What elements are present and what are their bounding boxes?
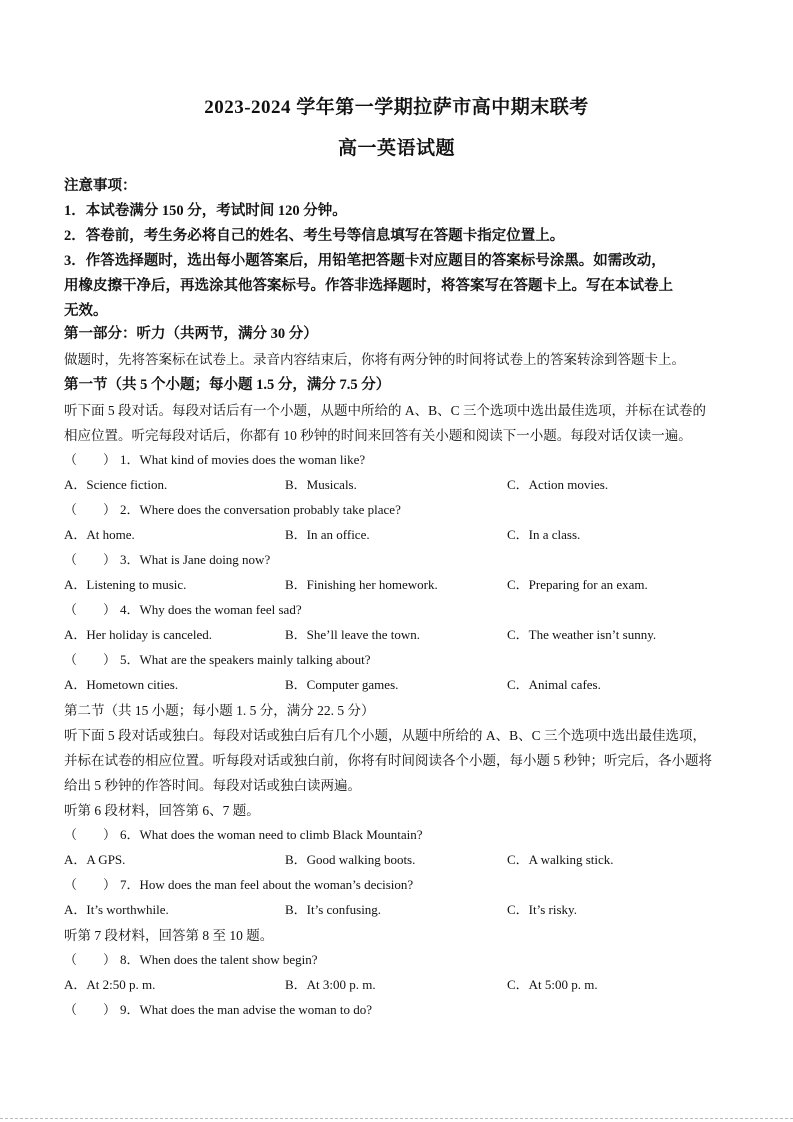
section1-intro-2: 相应位置。听完每段对话后，你都有 10 秒钟的时间来回答有关小题和阅读下一小题。每段对话仅读一遍。 <box>64 428 692 443</box>
question-7: （ ） 7．How does the man feel about the woman’s decision? <box>64 874 744 893</box>
answer-blank[interactable]: （ ） <box>64 952 117 967</box>
question-5: （ ） 5．What are the speakers mainly talking about? <box>64 649 744 668</box>
option-1c: C．Action movies. <box>507 477 609 492</box>
question-8: （ ） 8．When does the talent show begin? <box>64 949 744 968</box>
part1-intro: 做题时，先将答案标在试卷上。录音内容结束后，你将有两分钟的时间将试卷上的答案转涂到答题卡上。 <box>64 352 685 367</box>
option-4b: B．She’ll leave the town. <box>285 627 421 642</box>
option-4a: A．Her holiday is canceled. <box>64 627 213 642</box>
question-2: （ ） 2．Where does the conversation probably take place? <box>64 499 744 518</box>
answer-blank[interactable]: （ ） <box>64 502 117 517</box>
option-2a: A．At home. <box>64 527 135 542</box>
section2-intro-1: 听下面 5 段对话或独白。每段对话或独白后有几个小题，从题中所给的 A、B、C 三个选项中选出最佳选项， <box>64 728 707 743</box>
option-1a: A．Science fiction. <box>64 477 168 492</box>
notice-line-5: 无效。 <box>64 303 108 319</box>
option-8a: A．At 2:50 p. m. <box>64 977 156 992</box>
option-6c: C．A walking stick. <box>507 852 614 867</box>
answer-blank[interactable]: （ ） <box>64 1002 117 1017</box>
section2-heading: 第二节（共 15 小题；每小题 1. 5 分，满分 22. 5 分） <box>64 703 375 718</box>
notice-line-2: 2．答卷前，考生务必将自己的姓名、考生号等信息填写在答题卡指定位置上。 <box>64 228 565 244</box>
material-7-heading: 听第 7 段材料，回答第 8 至 10 题。 <box>64 928 274 943</box>
notice-heading: 注意事项： <box>64 178 137 194</box>
exam-title: 2023-2024 学年第一学期拉萨市高中期末联考 <box>204 97 589 118</box>
notice-line-4: 用橡皮擦干净后，再选涂其他答案标号。作答非选择题时，将答案写在答题卡上。写在本试卷上 <box>64 278 673 294</box>
question-1: （ ） 1．What kind of movies does the woman like? <box>64 449 744 468</box>
part1-heading: 第一部分：听力（共两节，满分 30 分） <box>64 326 318 342</box>
notice-line-3: 3．作答选择题时，选出每小题答案后，用铅笔把答题卡对应题目的答案标号涂黑。如需改动， <box>64 253 666 269</box>
option-3a: A．Listening to music. <box>64 577 187 592</box>
answer-blank[interactable]: （ ） <box>64 452 117 467</box>
option-2c: C．In a class. <box>507 527 581 542</box>
option-7b: B．It’s confusing. <box>285 902 382 917</box>
option-1b: B．Musicals. <box>285 477 357 492</box>
notice-line-1: 1．本试卷满分 150 分，考试时间 120 分钟。 <box>64 203 347 219</box>
section1-heading: 第一节（共 5 个小题；每小题 1.5 分，满分 7.5 分） <box>64 377 391 393</box>
option-3c: C．Preparing for an exam. <box>507 577 648 592</box>
option-8c: C．At 5:00 p. m. <box>507 977 598 992</box>
option-6a: A．A GPS. <box>64 852 126 867</box>
option-7a: A．It’s worthwhile. <box>64 902 169 917</box>
question-9: （ ） 9．What does the man advise the woman to do? <box>64 999 744 1018</box>
answer-blank[interactable]: （ ） <box>64 652 117 667</box>
answer-blank[interactable]: （ ） <box>64 877 117 892</box>
option-2b: B．In an office. <box>285 527 370 542</box>
section1-intro-1: 听下面 5 段对话。每段对话后有一个小题，从题中所给的 A、B、C 三个选项中选出最佳选项，并标在试卷的 <box>64 403 707 418</box>
question-6: （ ） 6．What does the woman need to climb Black Mountain? <box>64 824 744 843</box>
material-6-heading: 听第 6 段材料，回答第 6、7 题。 <box>64 803 260 818</box>
option-8b: B．At 3:00 p. m. <box>285 977 376 992</box>
question-4: （ ） 4．Why does the woman feel sad? <box>64 599 744 618</box>
option-5c: C．Animal cafes. <box>507 677 601 692</box>
answer-blank[interactable]: （ ） <box>64 827 117 842</box>
question-3: （ ） 3．What is Jane doing now? <box>64 549 744 568</box>
option-4c: C．The weather isn’t sunny. <box>507 627 657 642</box>
answer-blank[interactable]: （ ） <box>64 552 117 567</box>
section2-intro-3: 给出 5 秒钟的作答时间。每段对话或独白读两遍。 <box>64 778 361 793</box>
option-3b: B．Finishing her homework. <box>285 577 438 592</box>
section2-intro-2: 并标在试卷的相应位置。听每段对话或独白前，你将有时间阅读各个小题，每小题 5 秒钟；听完后，各小题将 <box>64 753 712 768</box>
option-6b: B．Good walking boots. <box>285 852 416 867</box>
page-bottom-rule <box>0 1118 793 1119</box>
answer-blank[interactable]: （ ） <box>64 602 117 617</box>
option-7c: C．It’s risky. <box>507 902 577 917</box>
exam-subtitle: 高一英语试题 <box>337 138 455 159</box>
option-5a: A．Hometown cities. <box>64 677 179 692</box>
option-5b: B．Computer games. <box>285 677 399 692</box>
